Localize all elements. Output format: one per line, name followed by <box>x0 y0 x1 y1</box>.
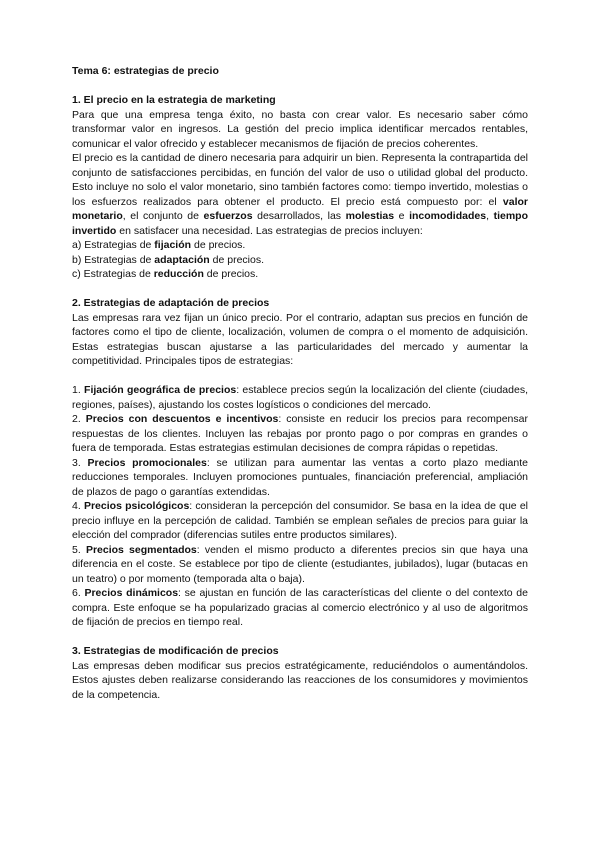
section-1-paragraph-2: El precio es la cantidad de dinero necesaria para adquirir un bien. Representa la contrapartida del conjunto de satisfacciones percibidas, en función del valor de uso o utilidad global del producto. Esto incluye no solo el valor monetario, sino también factores como: tiempo invertido, molestias o los esfuerzos realizados para obtener el producto. El precio está compuesto por: el valor monetario, el conjunto de esfuerzos desarrollados, las molestias e incomodidades, tiempo invertido en satisfacer una necesidad. Las estrategias de precios incluyen: <box>72 152 528 237</box>
strategy-item-2: 2. Precios con descuentos e incentivos: consiste en reducir los precios para recompensar respuestas de los clientes. Incluyen las rebajas por pronto pago o por compras en grandes o fuera de temporada. Estas estrategias estimulan decisiones de compra rápidas o repetidas. <box>72 413 528 454</box>
section-1-heading: 1. El precio en la estrategia de marketing <box>72 94 276 106</box>
section-2-paragraph-1: Las empresas rara vez fijan un único precio. Por el contrario, adaptan sus precios en función de factores como el tipo de cliente, localización, volumen de compra o el momento de adquisición. Estas estrategias buscan ajustarse a las particularidades del mercado y aumentar la competitividad. Principales tipos de estrategias: <box>72 311 528 367</box>
list-item-b: b) Estrategias de adaptación de precios. <box>72 253 265 266</box>
strategy-item-1: 1. Fijación geográfica de precios: establece precios según la localización del cliente (ciudades, regiones, países), ajustando los costes logísticos o condiciones del mercado. <box>72 384 528 411</box>
strategy-item-3: 3. Precios promocionales: se utilizan para aumentar las ventas a corto plazo mediante reducciones temporales. Incluyen promociones puntuales, financiación preferencial, ampliación de plazos de pago o garantías extendidas. <box>72 456 528 498</box>
document-page <box>72 64 528 702</box>
strategy-item-5: 5. Precios segmentados: venden el mismo producto a diferentes precios sin que haya una diferencia en el coste. Se establece por tipo de cliente (estudiantes, jubilados), lugar (butacas en un teatro) o por momento (temporada alta o baja). <box>72 543 528 585</box>
section-3-paragraph-1: Las empresas deben modificar sus precios estratégicamente, reduciéndolos o aumentándolos. Estos ajustes deben realizarse considerando las reacciones de los consumidores y movimientos de la competencia. <box>72 659 528 701</box>
list-item-a: a) Estrategias de fijación de precios. <box>72 239 246 251</box>
list-item-c: c) Estrategias de reducción de precios. <box>72 268 259 280</box>
section-3-heading: 3. Estrategias de modificación de precios <box>72 645 279 657</box>
section-2-heading: 2. Estrategias de adaptación de precios <box>72 297 270 309</box>
document-title: Tema 6: estrategias de precio <box>72 65 219 77</box>
section-1-paragraph-1: Para que una empresa tenga éxito, no basta con crear valor. Es necesario saber cómo transformar valor en ingresos. La gestión del precio implica identificar mercados rentables, comunicar el valor ofrecido y establecer mecanismos de fijación de precios coherentes. <box>72 108 528 150</box>
strategy-item-4: 4. Precios psicológicos: consideran la percepción del consumidor. Se basa en la idea de que el precio influye en la percepción de calidad. También se emplean señales de precios para guiar la elección del comprador (diferencias sutiles entre productos similares). <box>72 500 528 541</box>
strategy-item-6: 6. Precios dinámicos: se ajustan en función de las características del cliente o del contexto de compra. Este enfoque se ha popularizado gracias al comercio electrónico y al uso de algoritmos de fijación de precios en tiempo real. <box>72 587 528 628</box>
